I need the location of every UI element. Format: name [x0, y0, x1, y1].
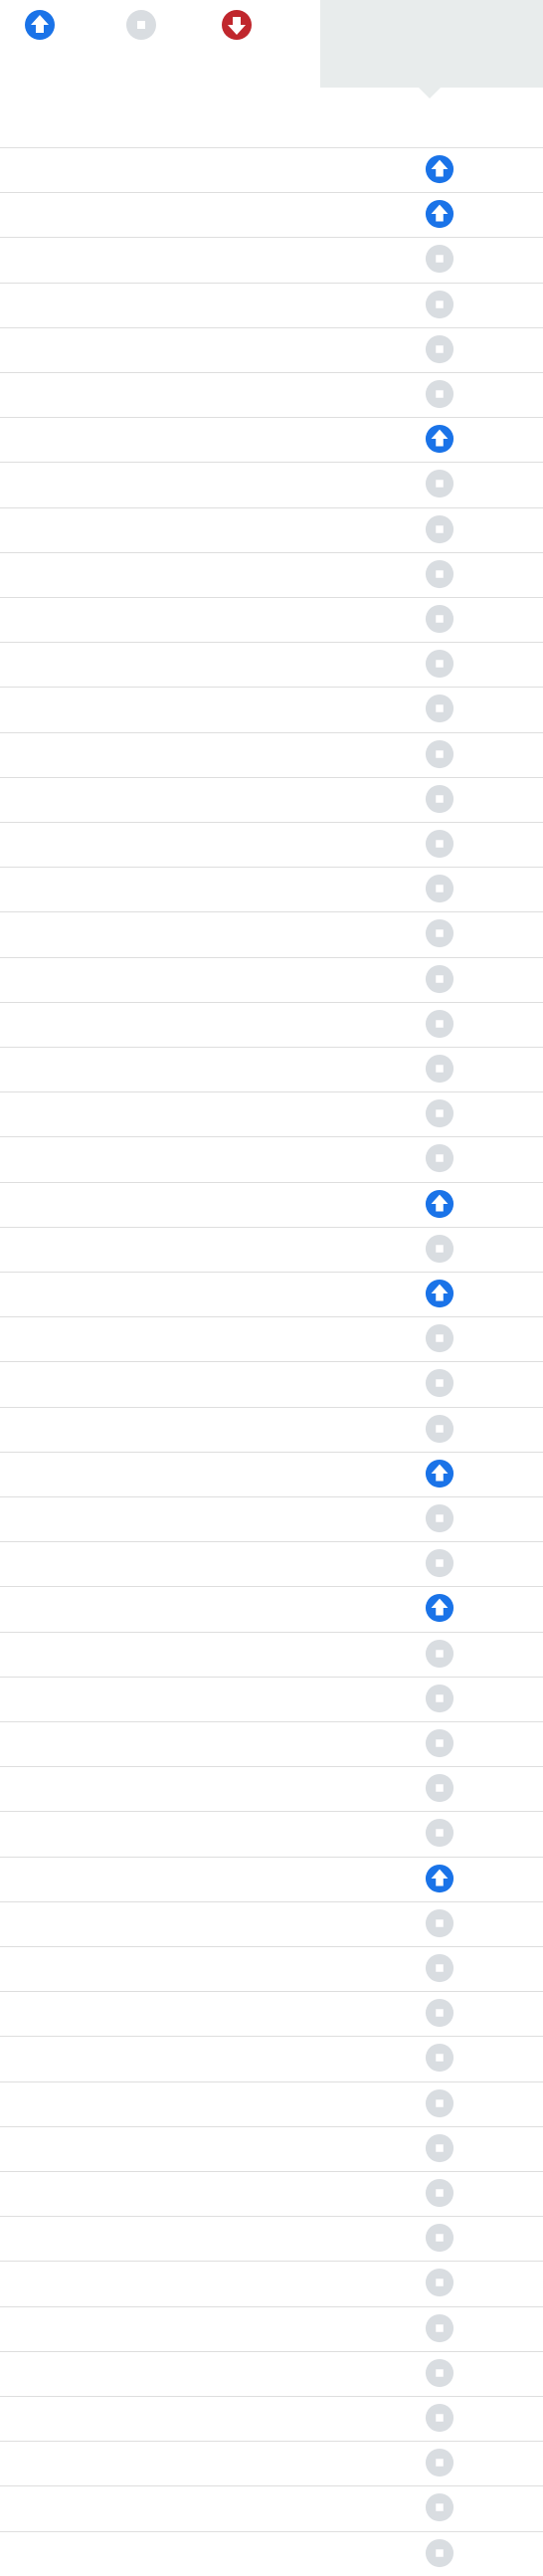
list-row [0, 1136, 543, 1181]
row-divider [0, 1182, 543, 1183]
row-divider [0, 147, 543, 148]
list-row [0, 1047, 543, 1091]
list-row [0, 2441, 543, 2485]
list-row [0, 597, 543, 642]
square-circle-icon [425, 1368, 454, 1398]
square-circle-icon [425, 1953, 454, 1983]
square-circle-icon [425, 1143, 454, 1173]
square-circle-icon [425, 2313, 454, 2343]
row-divider [0, 1091, 543, 1092]
square-circle-icon [425, 1323, 454, 1353]
legend-down-icon [221, 9, 253, 41]
row-divider [0, 283, 543, 284]
column-header-pointer [419, 88, 441, 99]
square-circle-icon [425, 559, 454, 589]
row-divider [0, 1586, 543, 1587]
square-circle-icon [425, 1009, 454, 1039]
square-circle-icon [425, 2223, 454, 2253]
row-divider [0, 1811, 543, 1812]
list-row [0, 2531, 543, 2576]
list-row [0, 2396, 543, 2441]
square-circle-icon [425, 1818, 454, 1848]
row-divider [0, 1407, 543, 1408]
list-row [0, 192, 543, 237]
row-divider [0, 642, 543, 643]
row-divider [0, 1002, 543, 1003]
arrow-up-circle-icon [425, 1593, 454, 1623]
list-row [0, 2036, 543, 2081]
row-divider [0, 2216, 543, 2217]
row-divider [0, 2036, 543, 2037]
row-divider [0, 867, 543, 868]
square-circle-icon [425, 1098, 454, 1128]
row-divider [0, 1946, 543, 1947]
row-divider [0, 1272, 543, 1273]
row-divider [0, 1857, 543, 1858]
row-divider [0, 2485, 543, 2486]
list-row [0, 1496, 543, 1541]
list-row [0, 1407, 543, 1452]
list-row [0, 1586, 543, 1631]
row-divider [0, 462, 543, 463]
square-circle-icon [425, 2358, 454, 2388]
row-divider [0, 1136, 543, 1137]
list-row [0, 462, 543, 506]
list-row [0, 911, 543, 956]
square-circle-icon [425, 2043, 454, 2073]
square-circle-icon [425, 604, 454, 634]
list-row [0, 1316, 543, 1361]
square-circle-icon [425, 739, 454, 769]
row-divider [0, 1361, 543, 1362]
row-divider [0, 2396, 543, 2397]
list-row [0, 1091, 543, 1136]
row-divider [0, 1721, 543, 1722]
row-divider [0, 2306, 543, 2307]
list-row [0, 867, 543, 911]
square-circle-icon [425, 1728, 454, 1758]
arrow-up-circle-icon [425, 1459, 454, 1488]
list-row [0, 327, 543, 372]
list-row [0, 417, 543, 462]
row-divider [0, 1496, 543, 1497]
row-divider [0, 552, 543, 553]
square-circle-icon [425, 874, 454, 903]
list-row [0, 2081, 543, 2126]
list-row [0, 1721, 543, 1766]
list-row [0, 2306, 543, 2351]
square-circle-icon [425, 2178, 454, 2208]
list-row [0, 732, 543, 777]
square-circle-icon [425, 2268, 454, 2297]
row-divider [0, 237, 543, 238]
list-row [0, 2261, 543, 2305]
row-divider [0, 2171, 543, 2172]
square-circle-icon [425, 290, 454, 319]
list-row [0, 1227, 543, 1272]
square-circle-icon [425, 694, 454, 723]
square-circle-icon [425, 469, 454, 498]
legend-neutral-icon [125, 9, 157, 41]
square-circle-icon [425, 2088, 454, 2118]
row-divider [0, 2351, 543, 2352]
square-circle-icon [425, 964, 454, 994]
row-divider [0, 1632, 543, 1633]
list-row [0, 1677, 543, 1721]
row-divider [0, 1991, 543, 1992]
row-divider [0, 1766, 543, 1767]
square-circle-icon [425, 379, 454, 409]
square-circle-icon [425, 1503, 454, 1533]
square-circle-icon [425, 784, 454, 814]
row-divider [0, 2126, 543, 2127]
list-row [0, 2485, 543, 2530]
square-circle-icon [425, 1054, 454, 1084]
list-row [0, 237, 543, 282]
arrow-up-circle-icon [425, 1189, 454, 1219]
arrow-up-circle-icon [425, 199, 454, 229]
row-divider [0, 911, 543, 912]
arrow-up-circle-icon [425, 1864, 454, 1893]
row-divider [0, 2441, 543, 2442]
legend-up-icon [24, 9, 56, 41]
row-divider [0, 372, 543, 373]
list-row [0, 283, 543, 327]
list-row [0, 1632, 543, 1677]
list-row [0, 822, 543, 867]
square-circle-icon [425, 1998, 454, 2028]
square-circle-icon [425, 1548, 454, 1578]
square-circle-icon [425, 2403, 454, 2433]
row-divider [0, 2081, 543, 2082]
row-divider [0, 327, 543, 328]
column-header-panel [320, 0, 543, 88]
list-row [0, 2171, 543, 2216]
list-row [0, 1541, 543, 1586]
row-divider [0, 417, 543, 418]
list-row [0, 1857, 543, 1901]
list-row [0, 1272, 543, 1316]
row-divider [0, 2531, 543, 2532]
square-circle-icon [425, 334, 454, 364]
row-divider [0, 687, 543, 688]
row-divider [0, 777, 543, 778]
arrow-up-circle-icon [425, 1279, 454, 1308]
row-divider [0, 957, 543, 958]
row-divider [0, 1227, 543, 1228]
row-divider [0, 1677, 543, 1678]
row-divider [0, 2261, 543, 2262]
square-circle-icon [425, 1234, 454, 1264]
square-circle-icon [425, 918, 454, 948]
square-circle-icon [425, 1908, 454, 1938]
list-row [0, 1901, 543, 1946]
row-divider [0, 597, 543, 598]
list-row [0, 642, 543, 687]
square-circle-icon [425, 649, 454, 679]
list-row [0, 777, 543, 822]
list-row [0, 507, 543, 552]
square-circle-icon [425, 2448, 454, 2477]
row-divider [0, 1316, 543, 1317]
row-divider [0, 1541, 543, 1542]
list-row [0, 2126, 543, 2171]
list-row [0, 552, 543, 597]
row-divider [0, 507, 543, 508]
row-divider [0, 1047, 543, 1048]
list-row [0, 1991, 543, 2036]
list-row [0, 957, 543, 1002]
row-divider [0, 192, 543, 193]
list-row [0, 1182, 543, 1227]
square-circle-icon [425, 2538, 454, 2568]
list-row [0, 1946, 543, 1991]
list-row [0, 2216, 543, 2261]
square-circle-icon [425, 2492, 454, 2522]
list-row [0, 2351, 543, 2396]
arrow-up-circle-icon [425, 424, 454, 454]
square-circle-icon [425, 514, 454, 544]
square-circle-icon [425, 829, 454, 859]
row-divider [0, 732, 543, 733]
list-row [0, 1361, 543, 1406]
row-divider [0, 1901, 543, 1902]
square-circle-icon [425, 2133, 454, 2163]
list-row [0, 687, 543, 731]
row-divider [0, 822, 543, 823]
square-circle-icon [425, 1684, 454, 1713]
list-row [0, 372, 543, 417]
arrow-up-circle-icon [425, 154, 454, 184]
list-row [0, 147, 543, 192]
list-row [0, 1811, 543, 1856]
square-circle-icon [425, 1414, 454, 1444]
square-circle-icon [425, 1773, 454, 1803]
square-circle-icon [425, 244, 454, 274]
list-row [0, 1452, 543, 1496]
list-row [0, 1002, 543, 1047]
list-row [0, 1766, 543, 1811]
square-circle-icon [425, 1639, 454, 1669]
row-divider [0, 1452, 543, 1453]
